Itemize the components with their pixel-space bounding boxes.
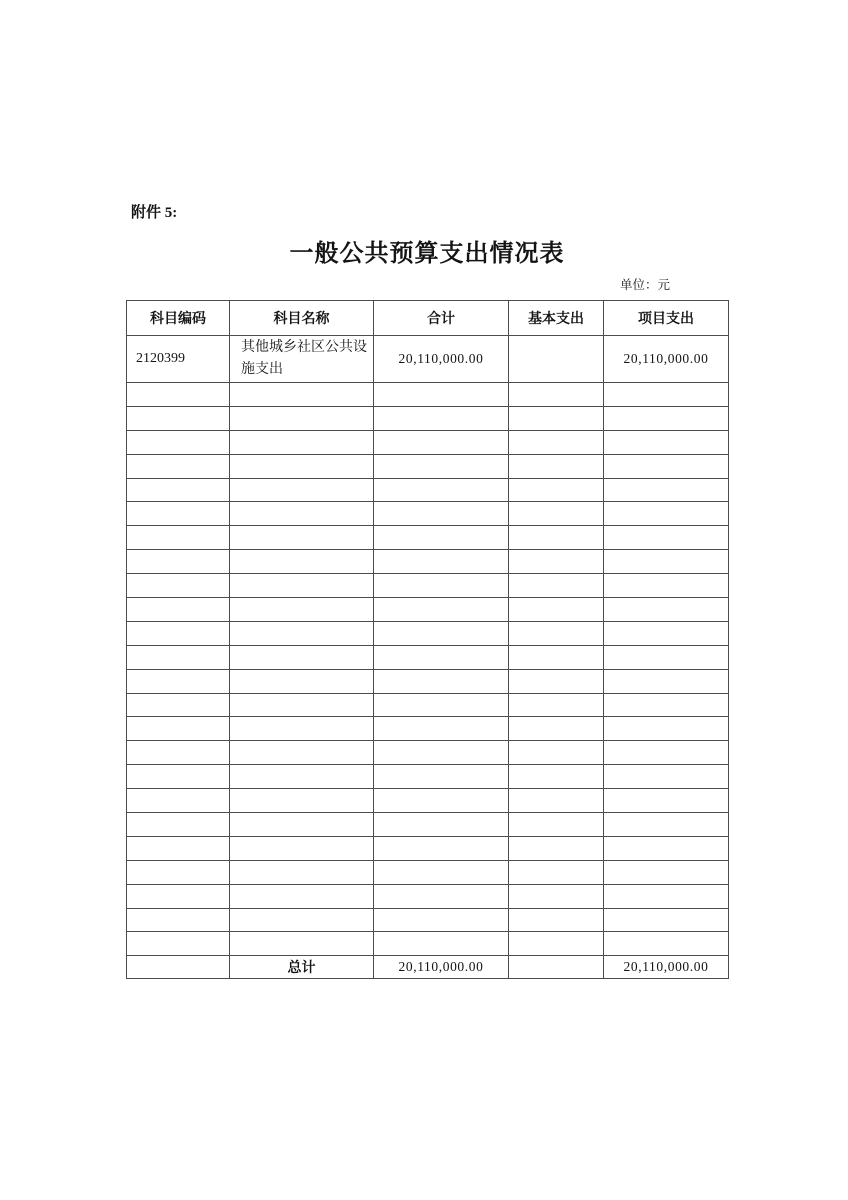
empty-cell-basic xyxy=(509,932,604,956)
empty-cell-project xyxy=(604,860,729,884)
empty-row xyxy=(127,454,729,478)
cell-subject-code: 2120399 xyxy=(127,336,230,383)
empty-cell-total xyxy=(374,789,509,813)
empty-cell-total xyxy=(374,836,509,860)
empty-cell-name xyxy=(230,645,374,669)
empty-cell-project xyxy=(604,884,729,908)
empty-cell-total xyxy=(374,908,509,932)
empty-cell-basic xyxy=(509,741,604,765)
empty-row xyxy=(127,550,729,574)
empty-cell-basic xyxy=(509,574,604,598)
empty-cell-basic xyxy=(509,693,604,717)
empty-cell-name xyxy=(230,789,374,813)
empty-row xyxy=(127,860,729,884)
empty-cell-project xyxy=(604,406,729,430)
empty-cell-total xyxy=(374,693,509,717)
empty-row xyxy=(127,574,729,598)
empty-cell-project xyxy=(604,908,729,932)
empty-cell-basic xyxy=(509,526,604,550)
empty-row xyxy=(127,693,729,717)
empty-cell-total xyxy=(374,884,509,908)
empty-cell-code xyxy=(127,454,230,478)
empty-row xyxy=(127,669,729,693)
empty-cell-basic xyxy=(509,765,604,789)
total-cell-code xyxy=(127,956,230,979)
empty-row xyxy=(127,430,729,454)
empty-cell-name xyxy=(230,430,374,454)
empty-cell-name xyxy=(230,813,374,837)
empty-cell-project xyxy=(604,645,729,669)
empty-cell-name xyxy=(230,669,374,693)
empty-cell-basic xyxy=(509,406,604,430)
empty-cell-project xyxy=(604,383,729,407)
header-cell-project: 项目支出 xyxy=(604,301,729,336)
empty-row xyxy=(127,717,729,741)
empty-cell-code xyxy=(127,478,230,502)
empty-cell-code xyxy=(127,645,230,669)
empty-cell-project xyxy=(604,454,729,478)
empty-cell-code xyxy=(127,836,230,860)
empty-cell-name xyxy=(230,550,374,574)
empty-cell-code xyxy=(127,908,230,932)
empty-row xyxy=(127,908,729,932)
empty-cell-code xyxy=(127,621,230,645)
empty-cell-basic xyxy=(509,478,604,502)
empty-cell-name xyxy=(230,717,374,741)
empty-cell-name xyxy=(230,693,374,717)
empty-row xyxy=(127,645,729,669)
table-row-1 xyxy=(127,336,729,383)
empty-cell-name xyxy=(230,884,374,908)
empty-cell-code xyxy=(127,860,230,884)
empty-cell-code xyxy=(127,932,230,956)
empty-row xyxy=(127,765,729,789)
empty-cell-code xyxy=(127,884,230,908)
empty-row xyxy=(127,502,729,526)
empty-cell-name xyxy=(230,621,374,645)
empty-cell-total xyxy=(374,383,509,407)
table-head-row xyxy=(127,301,729,336)
empty-cell-project xyxy=(604,789,729,813)
empty-cell-basic xyxy=(509,717,604,741)
empty-row xyxy=(127,526,729,550)
empty-cell-basic xyxy=(509,884,604,908)
grand-total-row xyxy=(127,956,729,979)
table-body xyxy=(127,336,729,979)
empty-cell-total xyxy=(374,478,509,502)
empty-cell-name xyxy=(230,598,374,622)
cell-project-expenditure: 20,110,000.00 xyxy=(604,336,729,383)
empty-cell-code xyxy=(127,789,230,813)
empty-cell-code xyxy=(127,550,230,574)
empty-cell-total xyxy=(374,621,509,645)
empty-cell-project xyxy=(604,502,729,526)
empty-cell-total xyxy=(374,574,509,598)
empty-cell-name xyxy=(230,526,374,550)
empty-cell-code xyxy=(127,406,230,430)
empty-cell-total xyxy=(374,598,509,622)
empty-cell-total xyxy=(374,860,509,884)
header-cell-basic: 基本支出 xyxy=(509,301,604,336)
empty-cell-name xyxy=(230,478,374,502)
empty-cell-project xyxy=(604,621,729,645)
empty-cell-code xyxy=(127,574,230,598)
empty-cell-basic xyxy=(509,430,604,454)
empty-cell-code xyxy=(127,813,230,837)
empty-cell-project xyxy=(604,836,729,860)
empty-cell-project xyxy=(604,813,729,837)
total-cell-total-amount: 20,110,000.00 xyxy=(374,956,509,979)
empty-cell-total xyxy=(374,406,509,430)
empty-cell-code xyxy=(127,383,230,407)
empty-cell-name xyxy=(230,502,374,526)
empty-cell-basic xyxy=(509,454,604,478)
empty-cell-project xyxy=(604,765,729,789)
empty-cell-name xyxy=(230,765,374,789)
empty-cell-basic xyxy=(509,645,604,669)
empty-cell-total xyxy=(374,765,509,789)
empty-cell-basic xyxy=(509,383,604,407)
empty-cell-total xyxy=(374,502,509,526)
empty-row xyxy=(127,813,729,837)
grand-total-label: 总计 xyxy=(230,956,374,979)
empty-cell-total xyxy=(374,645,509,669)
empty-cell-basic xyxy=(509,789,604,813)
empty-cell-basic xyxy=(509,598,604,622)
empty-row xyxy=(127,836,729,860)
empty-cell-code xyxy=(127,765,230,789)
empty-cell-project xyxy=(604,932,729,956)
empty-cell-total xyxy=(374,669,509,693)
empty-cell-name xyxy=(230,836,374,860)
empty-cell-project xyxy=(604,717,729,741)
budget-table xyxy=(126,300,729,979)
empty-row xyxy=(127,478,729,502)
empty-cell-name xyxy=(230,574,374,598)
empty-cell-basic xyxy=(509,836,604,860)
header-cell-code: 科目编码 xyxy=(127,301,230,336)
cell-basic-expenditure xyxy=(509,336,604,383)
empty-cell-total xyxy=(374,717,509,741)
empty-row xyxy=(127,884,729,908)
empty-cell-basic xyxy=(509,621,604,645)
empty-cell-name xyxy=(230,908,374,932)
total-cell-basic-expenditure xyxy=(509,956,604,979)
empty-cell-basic xyxy=(509,813,604,837)
empty-cell-project xyxy=(604,574,729,598)
page-title: 一般公共预算支出情况表 xyxy=(289,241,565,267)
empty-cell-code xyxy=(127,693,230,717)
empty-cell-basic xyxy=(509,860,604,884)
attachment-label: 附件 5: xyxy=(131,205,178,221)
header-cell-name: 科目名称 xyxy=(230,301,374,336)
empty-cell-basic xyxy=(509,908,604,932)
empty-cell-basic xyxy=(509,669,604,693)
empty-cell-name xyxy=(230,860,374,884)
empty-row xyxy=(127,598,729,622)
empty-row xyxy=(127,406,729,430)
empty-cell-total xyxy=(374,550,509,574)
empty-cell-basic xyxy=(509,550,604,574)
empty-cell-name xyxy=(230,383,374,407)
empty-cell-project xyxy=(604,478,729,502)
empty-cell-project xyxy=(604,693,729,717)
empty-cell-project xyxy=(604,526,729,550)
empty-row xyxy=(127,789,729,813)
empty-cell-project xyxy=(604,598,729,622)
empty-row xyxy=(127,621,729,645)
empty-row xyxy=(127,383,729,407)
empty-cell-basic xyxy=(509,502,604,526)
empty-cell-total xyxy=(374,741,509,765)
empty-cell-total xyxy=(374,813,509,837)
empty-cell-name xyxy=(230,741,374,765)
cell-total-amount: 20,110,000.00 xyxy=(374,336,509,383)
empty-cell-project xyxy=(604,550,729,574)
empty-cell-total xyxy=(374,430,509,454)
unit-label: 单位：元 xyxy=(619,278,670,292)
empty-row xyxy=(127,741,729,765)
empty-cell-code xyxy=(127,669,230,693)
empty-cell-code xyxy=(127,598,230,622)
empty-cell-code xyxy=(127,502,230,526)
empty-cell-code xyxy=(127,717,230,741)
empty-row xyxy=(127,932,729,956)
empty-cell-name xyxy=(230,454,374,478)
empty-cell-total xyxy=(374,454,509,478)
empty-cell-code xyxy=(127,430,230,454)
empty-cell-name xyxy=(230,932,374,956)
empty-cell-total xyxy=(374,526,509,550)
empty-cell-code xyxy=(127,741,230,765)
empty-cell-code xyxy=(127,526,230,550)
empty-cell-project xyxy=(604,669,729,693)
empty-cell-project xyxy=(604,741,729,765)
total-cell-project-expenditure: 20,110,000.00 xyxy=(604,956,729,979)
empty-cell-total xyxy=(374,932,509,956)
empty-cell-project xyxy=(604,430,729,454)
header-cell-total: 合计 xyxy=(374,301,509,336)
empty-cell-name xyxy=(230,406,374,430)
cell-subject-name: 其他城乡社区公共设施支出 xyxy=(230,336,374,383)
